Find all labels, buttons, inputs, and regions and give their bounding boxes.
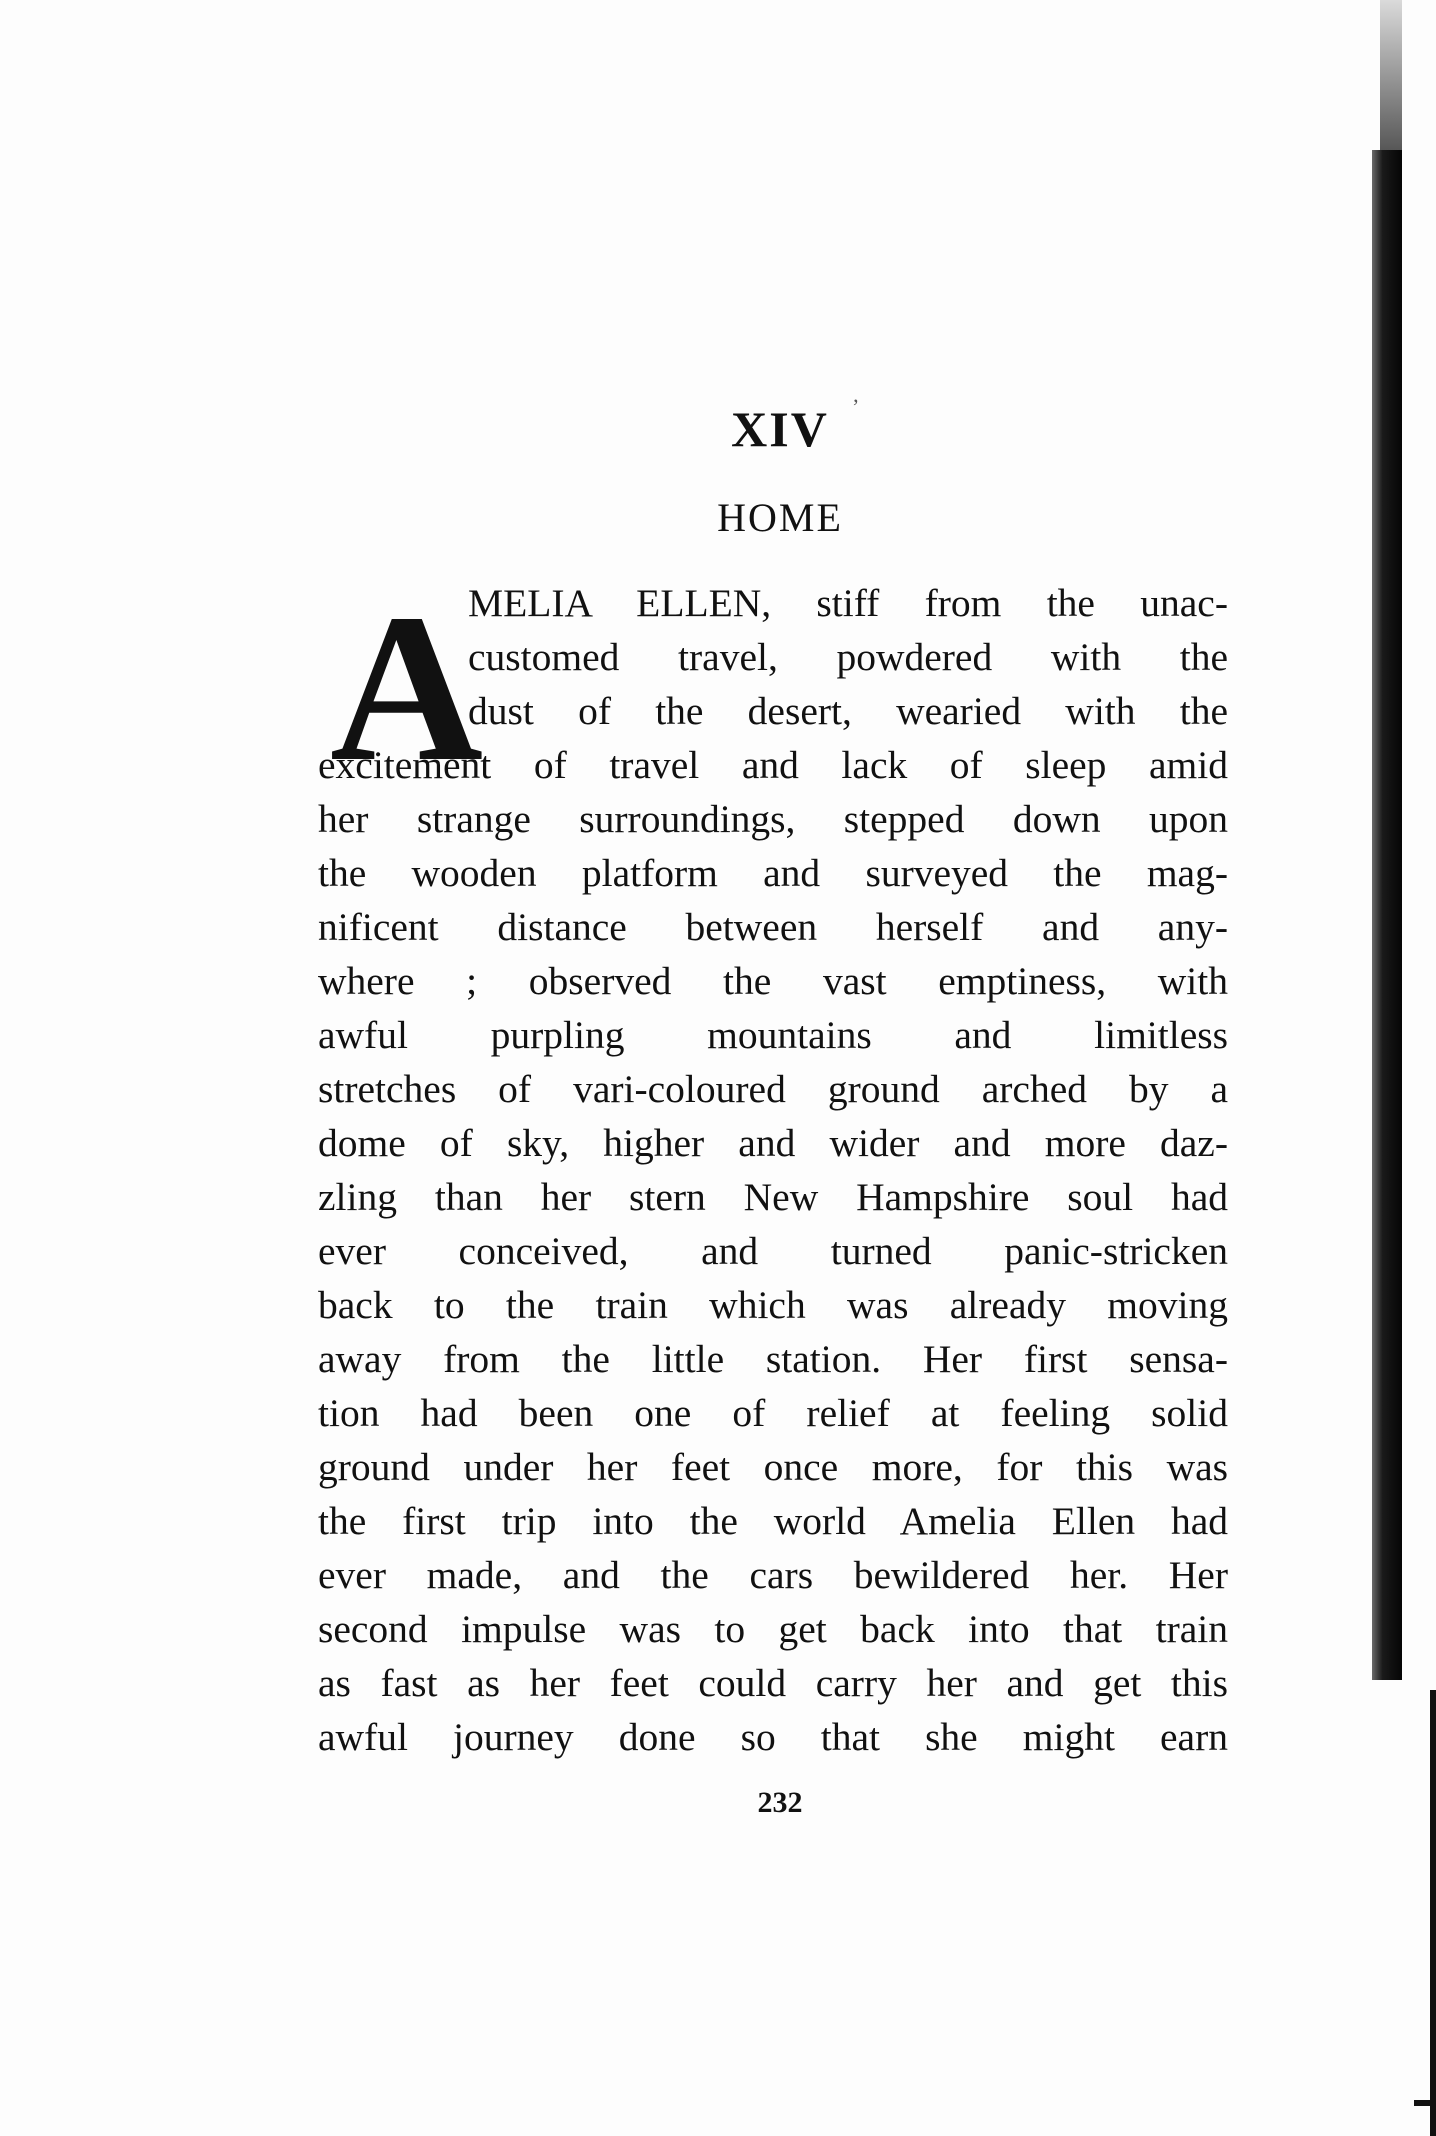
text-line: ground under her feet once more, for this was	[318, 1445, 1228, 1489]
text-line: awful journey done so that she might earn	[318, 1715, 1228, 1759]
text-line: zling than her stern New Hampshire soul had	[318, 1175, 1228, 1219]
chapter-number: XIV	[731, 401, 829, 457]
text-line: tion had been one of relief at feeling solid	[318, 1391, 1228, 1435]
text-line: awful purpling mountains and limitless	[318, 1013, 1228, 1057]
text-line: ever made, and the cars bewildered her. Her	[318, 1553, 1228, 1597]
text-line: her strange surroundings, stepped down upon	[318, 797, 1228, 841]
text-line: the first trip into the world Amelia Ellen had	[318, 1499, 1228, 1543]
page-number: 232	[757, 1786, 803, 1819]
text-line: second impulse was to get back into that train	[318, 1607, 1228, 1651]
text-line: as fast as her feet could carry her and get this	[318, 1661, 1228, 1705]
text-line: MELIA ELLEN, stiff from the unac-	[468, 581, 1228, 625]
text-line: dome of sky, higher and wider and more daz-	[318, 1121, 1228, 1165]
text-line: where ; observed the vast emptiness, with	[318, 959, 1228, 1003]
text-line: away from the little station. Her first sensa-	[318, 1337, 1228, 1381]
text-line: dust of the desert, wearied with the	[468, 689, 1228, 733]
binding-shadow	[1372, 150, 1402, 1680]
text-line: excitement of travel and lack of sleep amid	[318, 743, 1228, 787]
chapter-title: HOME	[717, 495, 843, 540]
chapter-body	[318, 570, 1228, 1776]
text-line: back to the train which was already moving	[318, 1283, 1228, 1327]
text-line: customed travel, powdered with the	[468, 635, 1228, 679]
binding-foot-hook	[1414, 2100, 1436, 2106]
text-line: nificent distance between herself and any-	[318, 905, 1228, 949]
text-line: stretches of vari-coloured ground arched by a	[318, 1067, 1228, 1111]
text-line: ever conceived, and turned panic-stricken	[318, 1229, 1228, 1273]
drop-cap: A	[330, 570, 484, 805]
text-line: the wooden platform and surveyed the mag-	[318, 851, 1228, 895]
binding-shadow-top	[1380, 0, 1402, 160]
binding-foot	[1430, 1690, 1436, 2136]
chapter-mark: ’	[852, 394, 860, 419]
